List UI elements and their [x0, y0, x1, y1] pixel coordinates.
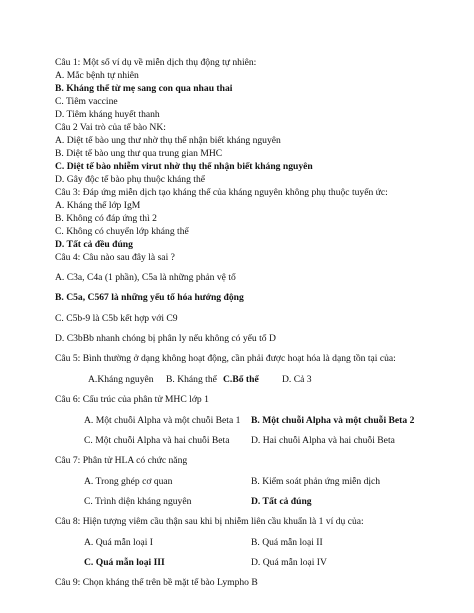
q2-question: Câu 2 Vai trò của tế bào NK:: [55, 122, 166, 133]
q4-question: Câu 4: Câu nào sau đây là sai ?: [55, 252, 175, 263]
q5-option-d: D. Cả 3: [282, 374, 312, 385]
q3-option-c: C. Không có chuyển lớp kháng thể: [55, 226, 189, 237]
q7-option-b: B. Kiểm soát phản ứng miễn dịch: [251, 476, 381, 487]
q8-question: Câu 8: Hiện tượng viêm cầu thận sau khi bị nhiễm liên cầu khuẩn là 1 ví dụ của:: [55, 516, 364, 527]
q3-question: Câu 3: Đáp ứng miễn dịch tạo kháng thể của kháng nguyên không phụ thuộc tuyến ức:: [55, 187, 388, 198]
q6-option-b-answer: B. Một chuỗi Alpha và một chuỗi Beta 2: [251, 415, 415, 426]
q1-option-c: C. Tiêm vaccine: [55, 96, 118, 107]
q6-question: Câu 6: Cấu trúc của phân tử MHC lớp 1: [55, 394, 209, 405]
q5-option-b: B. Kháng thể: [166, 374, 217, 385]
q2-option-b: B. Diệt tế bào ung thư qua trung gian MHC: [55, 148, 223, 159]
q3-option-a: A. Kháng thể lớp IgM: [55, 200, 141, 211]
q4-option-d: D. C3bBb nhanh chóng bị phân ly nếu không có yếu tố D: [55, 333, 276, 344]
q5-option-c-answer: C.Bổ thể: [223, 374, 259, 385]
q8-option-a: A. Quá mẫn loại I: [84, 537, 154, 548]
q9-question: Câu 9: Chọn kháng thể trên bề mặt tế bào Lympho B: [55, 577, 258, 588]
q4-option-c: C. C5b-9 là C5b kết hợp với C9: [55, 313, 178, 324]
q8-option-d: D. Quá mẫn loại IV: [251, 557, 327, 568]
q7-option-a: A. Trong ghép cơ quan: [84, 476, 173, 487]
q5-question: Câu 5: Bình thường ở dạng không hoạt động, cần phải được hoạt hóa là dạng tồn tại của:: [55, 353, 396, 364]
q7-option-c: C. Trình diện kháng nguyên: [84, 496, 192, 507]
q6-option-d: D. Hai chuỗi Alpha và hai chuỗi Beta: [251, 435, 395, 446]
q4-option-b-answer: B. C5a, C567 là những yếu tố hóa hướng động: [55, 292, 244, 303]
q1-option-a: A. Mắc bệnh tự nhiên: [55, 70, 139, 81]
q3-option-b: B. Không có đáp ứng thì 2: [55, 213, 157, 224]
q5-option-a: A.Kháng nguyên: [88, 374, 154, 385]
q2-option-a: A. Diệt tế bào ung thư nhờ thụ thể nhận biết kháng nguyên: [55, 135, 281, 146]
q4-option-a: A. C3a, C4a (1 phần), C5a là những phản vệ tố: [55, 272, 236, 283]
q7-option-d-answer: D. Tất cả đúng: [251, 496, 312, 507]
q2-option-d: D. Gây độc tế bào phụ thuộc kháng thể: [55, 174, 205, 185]
q8-option-b: B. Quá mẫn loại II: [251, 537, 323, 548]
q6-option-a: A. Một chuỗi Alpha và một chuỗi Beta 1: [84, 415, 241, 426]
q1-question: Câu 1: Một số ví dụ về miễn dịch thụ động tự nhiên:: [55, 57, 257, 68]
q1-option-d: D. Tiêm kháng huyết thanh: [55, 109, 160, 120]
q8-option-c-answer: C. Quá mẫn loại III: [84, 557, 165, 568]
q2-option-c-answer: C. Diệt tế bào nhiễm virut nhờ thụ thể nhận biết kháng nguyên: [55, 161, 313, 172]
q1-option-b-answer: B. Kháng thể từ mẹ sang con qua nhau thai: [55, 83, 233, 94]
q3-option-d-answer: D. Tất cả đều đúng: [55, 239, 133, 250]
q7-question: Câu 7: Phân tử HLA có chức năng: [55, 455, 188, 466]
q6-option-c: C. Một chuỗi Alpha và hai chuỗi Beta: [84, 435, 230, 446]
